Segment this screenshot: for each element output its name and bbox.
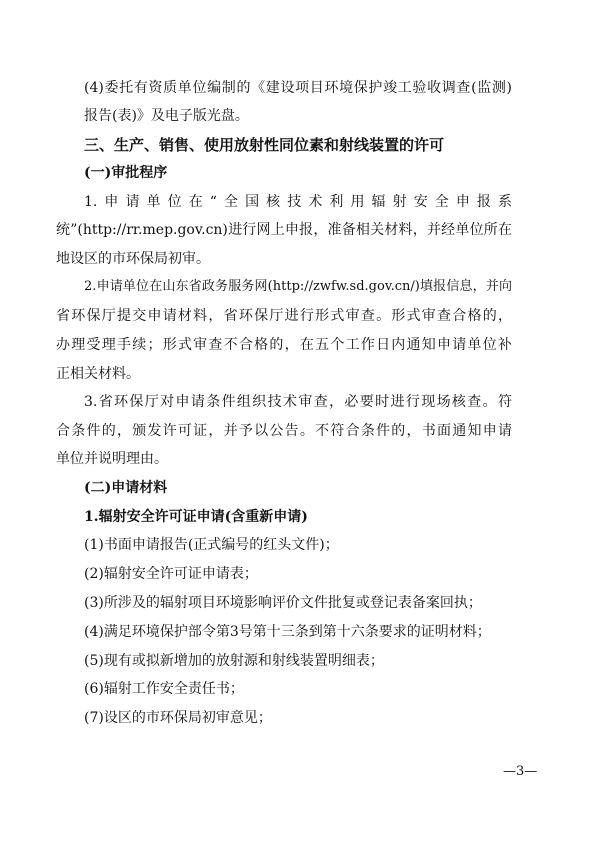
list-item: (6)辐射工作安全责任书； [84, 681, 244, 697]
text-line: 合条件的，颁发许可证，并予以公告。不符合条件的，书面通知申请 [56, 423, 512, 439]
section-heading: 三、生产、销售、使用放射性同位素和射线装置的许可 [84, 136, 445, 154]
text-line: (4)委托有资质单位编制的《建设项目环境保护竣工验收调查(监测) [84, 80, 512, 96]
text-line: 办理受理手续；形式审查不合格的，在五个工作日内通知申请单位补 [56, 337, 512, 353]
text-line: 1.申请单位在“全国核技术利用辐射安全申报系 [84, 194, 512, 210]
text-line: 统”(http://rr.mep.gov.cn)进行网上申报，准备相关材料，并经单位所在 [56, 222, 512, 238]
list-item: (7)设区的市环保局初审意见； [84, 710, 272, 726]
item-heading: 1.辐射安全许可证申请(含重新申请) [84, 509, 308, 525]
page-number: —3— [503, 764, 538, 779]
list-item: (5)现有或拟新增加的放射源和射线装置明细表； [84, 653, 384, 669]
text-line: 报告(表)》及电子版光盘。 [84, 108, 249, 124]
list-item: (1)书面申请报告(正式编号的红头文件)； [84, 537, 339, 553]
subsection-heading: (一)审批程序 [84, 165, 168, 181]
list-item: (3)所涉及的辐射项目环境影响评价文件批复或登记表备案回执； [84, 595, 482, 611]
text-line: 正相关材料。 [56, 366, 140, 382]
text-line: 省环保厅提交申请材料，省环保厅进行形式审查。形式审查合格的， [56, 308, 512, 324]
list-item: (2)辐射安全许可证申请表； [84, 566, 258, 582]
list-item: (4)满足环境保护部令第3号第十三条到第十六条要求的证明材料； [84, 624, 491, 640]
subsection-heading: (二)申请材料 [84, 480, 168, 496]
text-line: 地设区的市环保局初审。 [56, 251, 210, 267]
text-line: 3.省环保厅对申请条件组织技术审查，必要时进行现场核查。符 [84, 394, 512, 410]
text-line: 单位并说明理由。 [56, 451, 168, 467]
text-line: 2.申请单位在山东省政务服务网(http://zwfw.sd.gov.cn/)填报信息，并向 [84, 279, 512, 294]
